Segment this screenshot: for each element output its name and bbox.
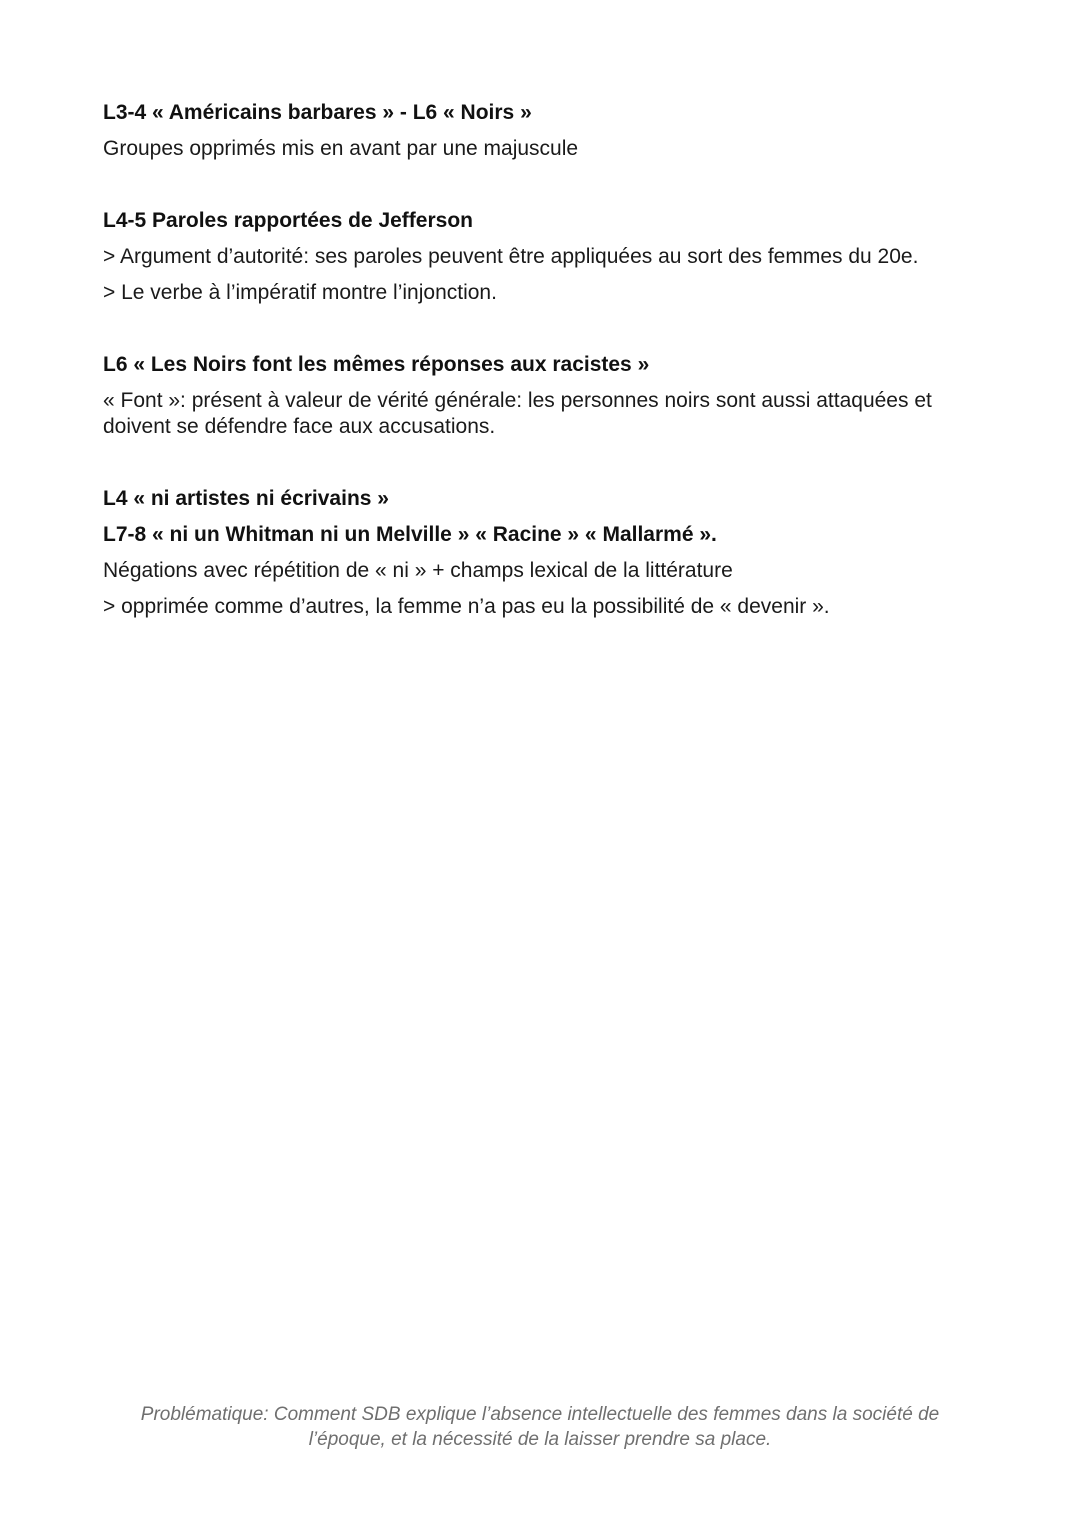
section-subheading: L7-8 « ni un Whitman ni un Melville » « Racine » « Mallarmé ». [103, 523, 717, 546]
section-text: > Argument d’autorité: ses paroles peuvent être appliquées au sort des femmes du 20e. [103, 245, 919, 268]
section-heading: L3-4 « Américains barbares » - L6 « Noirs » [103, 101, 532, 124]
section-heading: L6 « Les Noirs font les mêmes réponses aux racistes » [103, 353, 650, 376]
section-text: Négations avec répétition de « ni » + champs lexical de la littérature [103, 559, 733, 582]
section-text: > opprimée comme d’autres, la femme n’a pas eu la possibilité de « devenir ». [103, 595, 830, 618]
section-heading: L4 « ni artistes ni écrivains » [103, 487, 389, 510]
document-body [103, 100, 983, 620]
section-text: « Font »: présent à valeur de vérité générale: les personnes noirs sont aussi attaquées et doivent se défendre face aux accusations. [103, 389, 932, 438]
problematique-footer: Problématique: Comment SDB explique l’absence intellectuelle des femmes dans la société de l’époque, et la nécessité de la laisser prendre sa place. [140, 1404, 940, 1450]
section-2 [103, 208, 983, 306]
section-4 [103, 486, 983, 620]
section-heading: L4-5 Paroles rapportées de Jefferson [103, 209, 473, 232]
section-text: Groupes opprimés mis en avant par une majuscule [103, 137, 579, 160]
section-1 [103, 100, 983, 162]
section-text: > Le verbe à l’impératif montre l’injonction. [103, 281, 497, 304]
section-3 [103, 352, 983, 440]
